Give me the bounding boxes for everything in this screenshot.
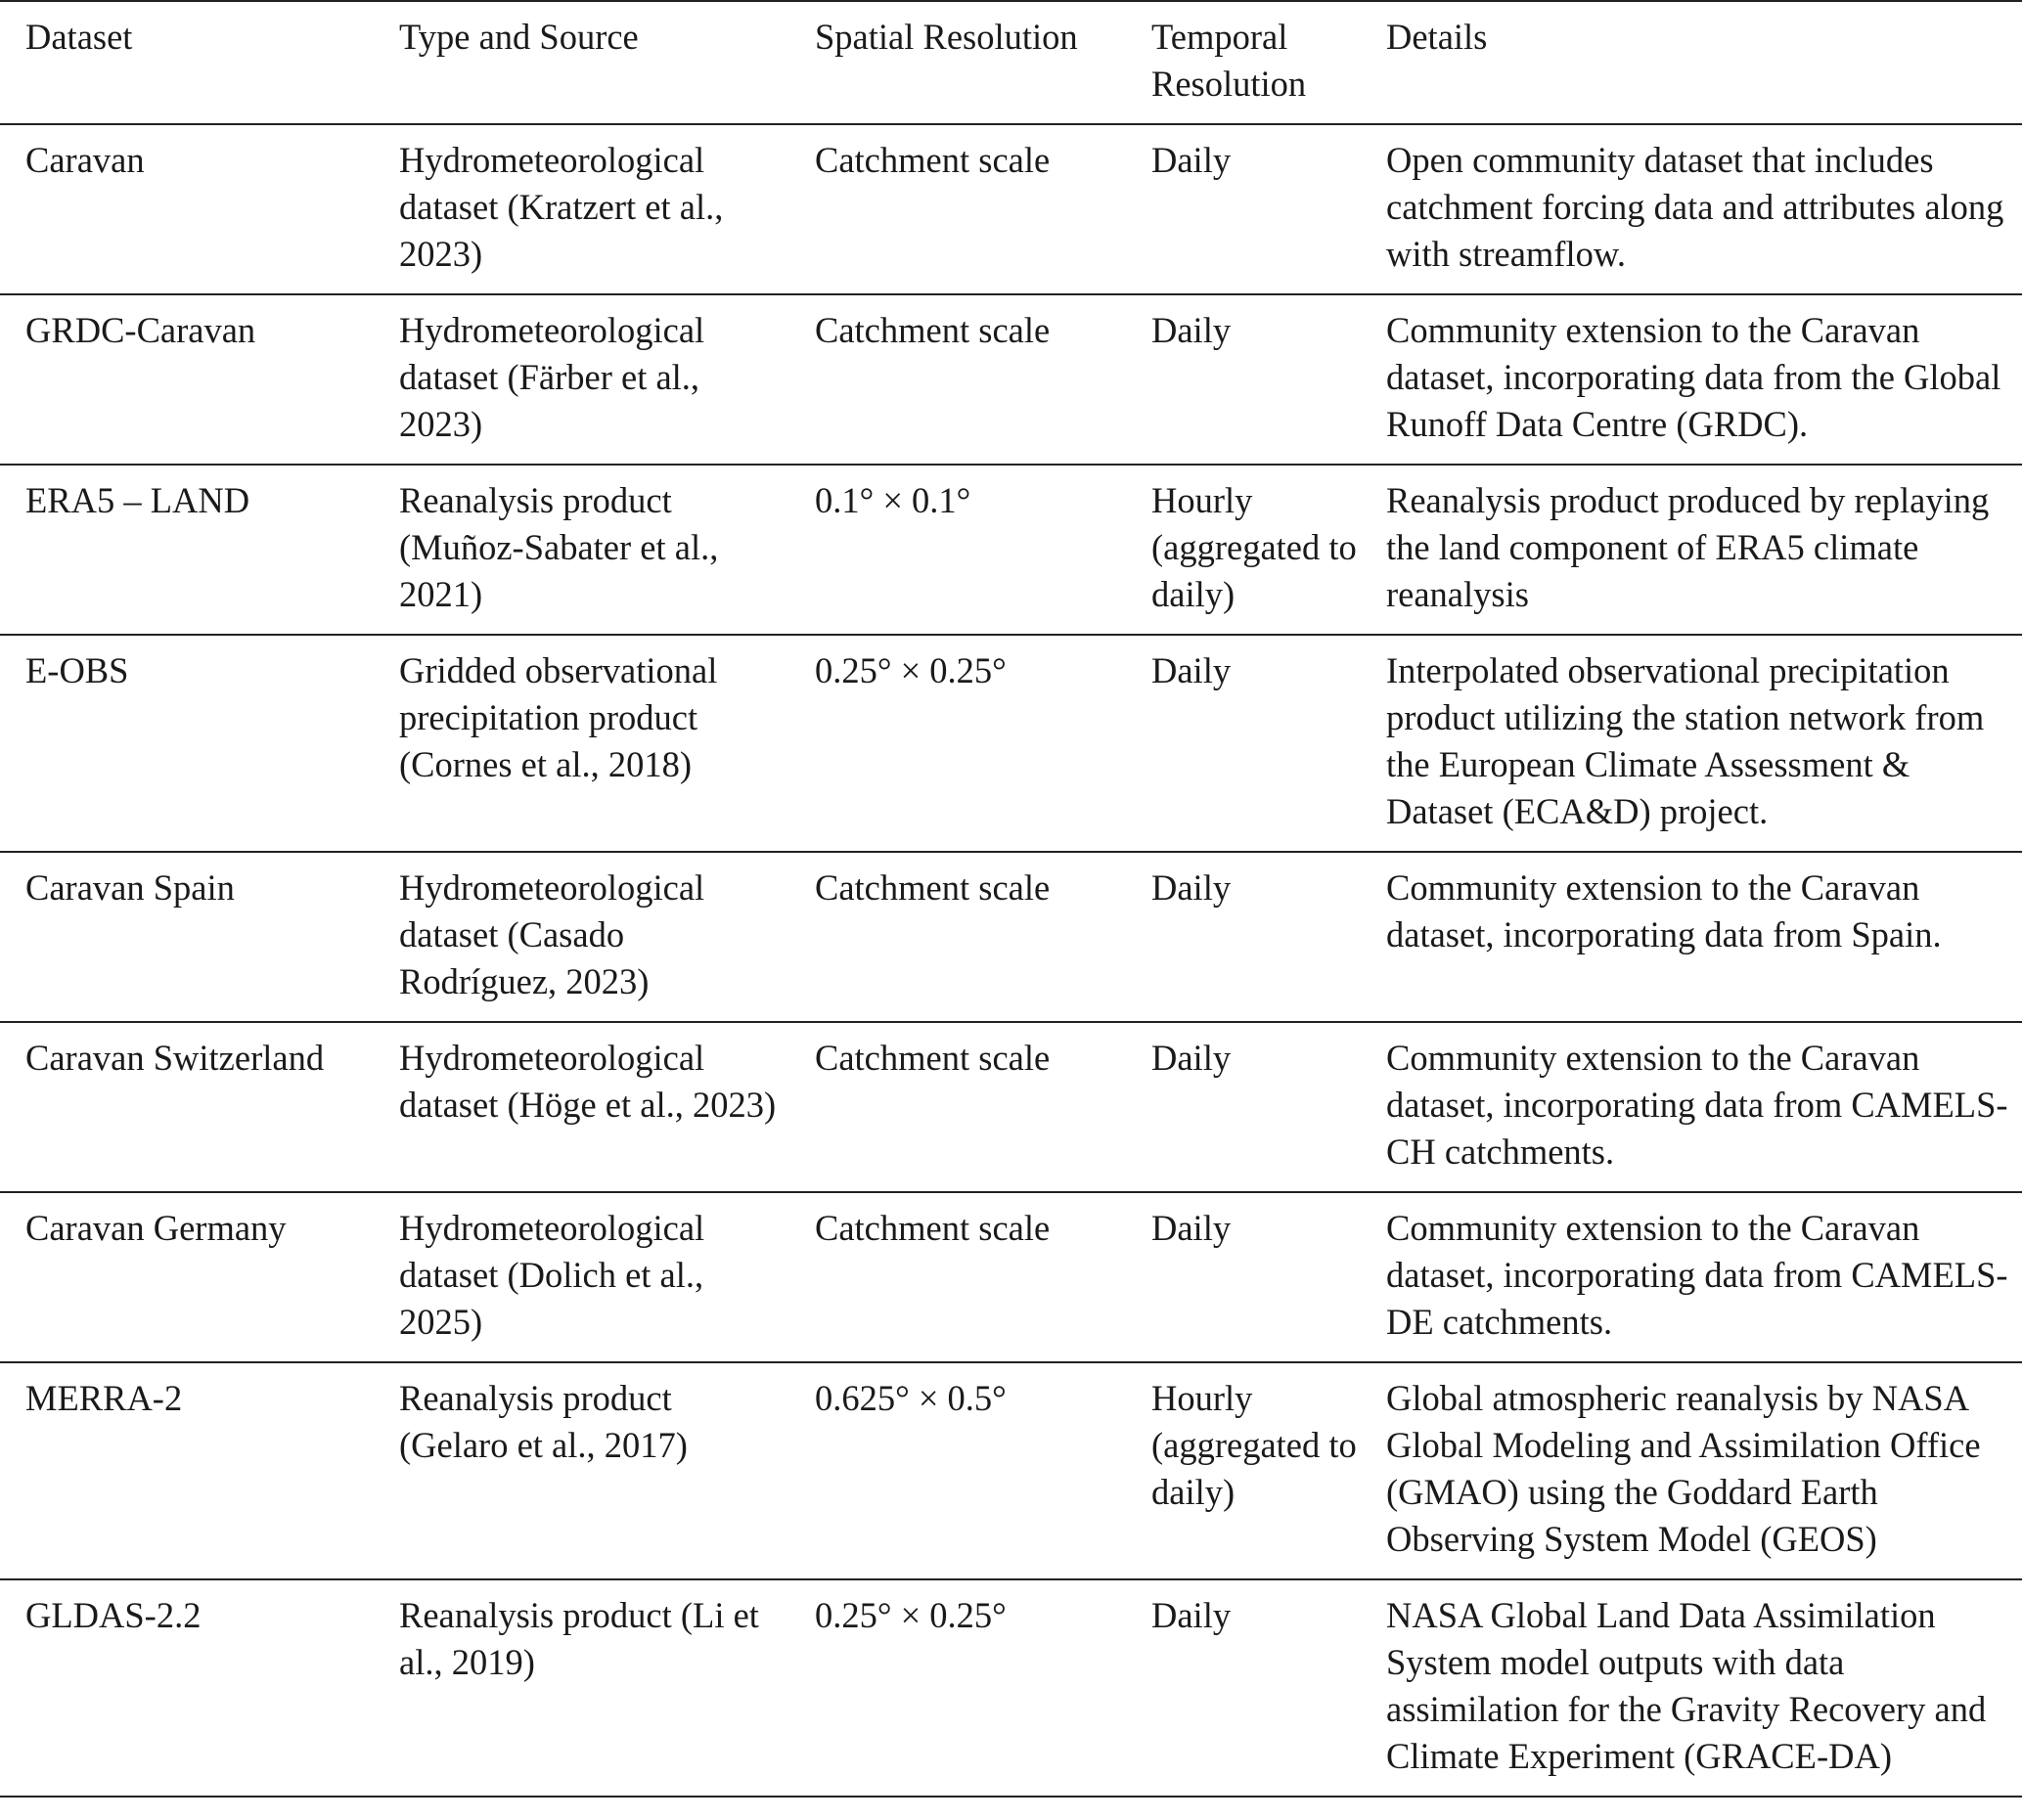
- cell-spatial: 0.1° × 0.1°: [815, 480, 971, 520]
- table-row: [0, 465, 2022, 635]
- cell-spatial: Catchment scale: [815, 140, 1051, 180]
- cell-temporal: Daily: [1151, 1208, 1232, 1248]
- cell-details: Reanalysis product produced by replaying the land component of ERA5 climate reanalysis: [1386, 480, 1990, 614]
- cell-spatial: Catchment scale: [815, 310, 1051, 350]
- cell-details: Community extension to the Caravan dataset, incorporating data from CAMELS-DE catchments.: [1386, 1208, 2008, 1342]
- table-header: [0, 1, 2022, 124]
- cell-details: Open community dataset that includes catchment forcing data and attributes along with streamflow.: [1386, 140, 2004, 274]
- cell-dataset: Caravan Spain: [25, 867, 235, 908]
- header-type-source: Type and Source: [399, 17, 639, 57]
- cell-dataset: Caravan: [25, 140, 145, 180]
- cell-spatial: Catchment scale: [815, 1208, 1051, 1248]
- cell-temporal: Daily: [1151, 1038, 1232, 1078]
- cell-type-source: Reanalysis product (Gelaro et al., 2017): [399, 1378, 688, 1465]
- cell-type-source: Hydrometeorological dataset (Dolich et al., 2025): [399, 1208, 705, 1342]
- cell-dataset: Caravan Switzerland: [25, 1038, 325, 1078]
- cell-dataset: E-OBS: [25, 650, 129, 690]
- cell-temporal: Daily: [1151, 650, 1232, 690]
- table-row: [0, 1192, 2022, 1362]
- cell-spatial: 0.25° × 0.25°: [815, 1595, 1007, 1635]
- cell-type-source: Gridded observational precipitation product (Cornes et al., 2018): [399, 650, 718, 784]
- cell-details: Community extension to the Caravan dataset, incorporating data from CAMELS-CH catchments.: [1386, 1038, 2008, 1172]
- cell-details: Interpolated observational precipitation product utilizing the station network from the European Climate Assessment & Dataset (ECA&D) project.: [1386, 650, 1985, 831]
- header-spatial-resolution: Spatial Resolution: [815, 17, 1078, 57]
- header-details: Details: [1386, 17, 1488, 57]
- cell-type-source: Hydrometeorological dataset (Casado Rodríguez, 2023): [399, 867, 705, 1001]
- cell-temporal: Daily: [1151, 867, 1232, 908]
- header-temporal-resolution: Temporal Resolution: [1151, 17, 1307, 104]
- cell-spatial: 0.625° × 0.5°: [815, 1378, 1007, 1418]
- table-row: [0, 294, 2022, 465]
- cell-temporal: Daily: [1151, 310, 1232, 350]
- cell-type-source: Hydrometeorological dataset (Färber et al., 2023): [399, 310, 705, 444]
- cell-type-source: Hydrometeorological dataset (Höge et al., 2023): [399, 1038, 777, 1125]
- cell-temporal: Hourly (aggregated to daily): [1151, 480, 1357, 614]
- table-row: [0, 1362, 2022, 1579]
- cell-spatial: Catchment scale: [815, 1038, 1051, 1078]
- cell-details: Community extension to the Caravan dataset, incorporating data from the Global Runoff Data Centre (GRDC).: [1386, 310, 2001, 444]
- cell-temporal: Daily: [1151, 140, 1232, 180]
- cell-details: Global atmospheric reanalysis by NASA Global Modeling and Assimilation Office (GMAO) using the Goddard Earth Observing System Model (GEOS): [1386, 1378, 1981, 1559]
- cell-dataset: MERRA-2: [25, 1378, 183, 1418]
- cell-type-source: Reanalysis product (Muñoz-Sabater et al., 2021): [399, 480, 719, 614]
- table-row: [0, 1579, 2022, 1797]
- cell-spatial: Catchment scale: [815, 867, 1051, 908]
- cell-dataset: GLDAS-2.2: [25, 1595, 202, 1635]
- table-row: [0, 1022, 2022, 1192]
- table-row: [0, 852, 2022, 1022]
- header-row: [0, 1, 2022, 124]
- cell-details: Community extension to the Caravan dataset, incorporating data from Spain.: [1386, 867, 1942, 954]
- cell-type-source: Reanalysis product (Li et al., 2019): [399, 1595, 759, 1682]
- header-dataset: Dataset: [25, 17, 133, 57]
- cell-spatial: 0.25° × 0.25°: [815, 650, 1007, 690]
- table-row: [0, 635, 2022, 852]
- cell-temporal: Hourly (aggregated to daily): [1151, 1378, 1357, 1512]
- cell-dataset: GRDC-Caravan: [25, 310, 256, 350]
- cell-dataset: Caravan Germany: [25, 1208, 287, 1248]
- cell-temporal: Daily: [1151, 1595, 1232, 1635]
- table-row: [0, 124, 2022, 294]
- cell-details: NASA Global Land Data Assimilation System model outputs with data assimilation for the Gravity Recovery and Climate Experiment (GRACE-DA): [1386, 1595, 1987, 1776]
- cell-dataset: ERA5 – LAND: [25, 480, 250, 520]
- table-body: [0, 124, 2022, 1797]
- cell-type-source: Hydrometeorological dataset (Kratzert et al., 2023): [399, 140, 724, 274]
